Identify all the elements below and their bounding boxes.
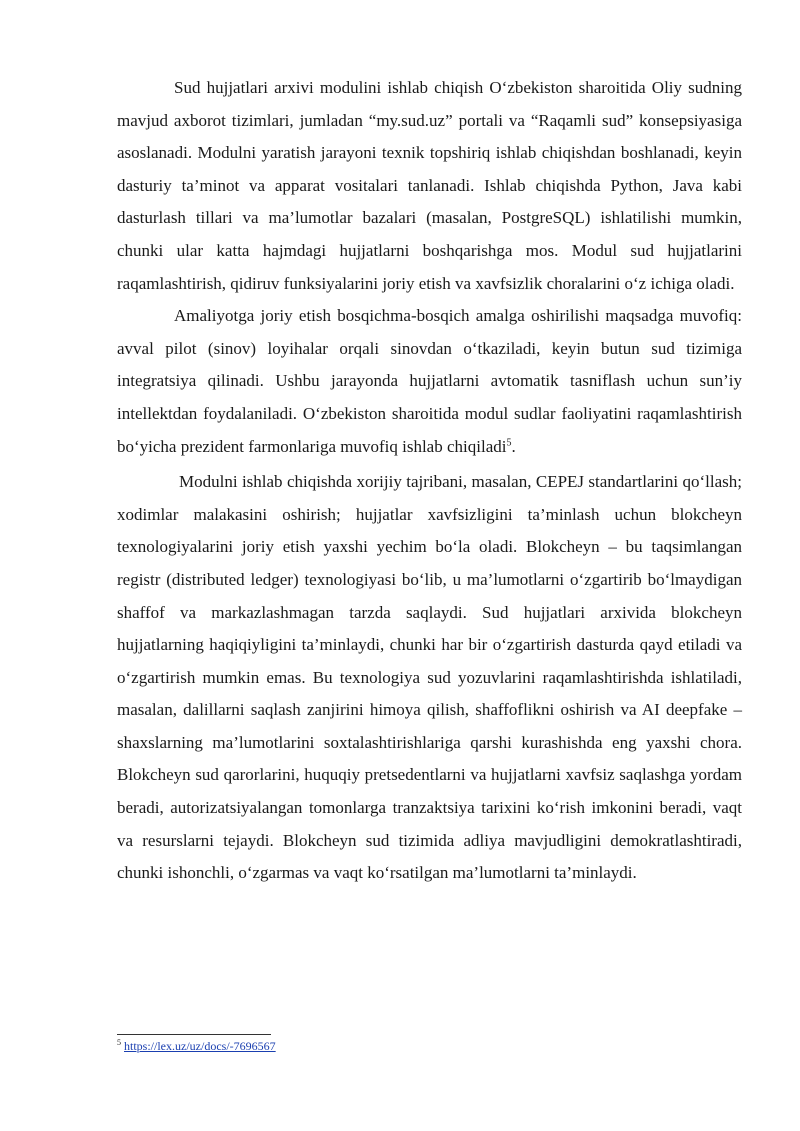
- footnote-number: 5: [117, 1038, 121, 1047]
- footnote-link[interactable]: https://lex.uz/uz/docs/-7696567: [124, 1039, 276, 1053]
- paragraph-1: Sud hujjatlari arxivi modulini ishlab chiqish O‘zbekiston sharoitida Oliy sudning mavjud axborot tizimlari, jumladan “my.sud.uz” portali va “Raqamli sud” konsepsiyasiga asoslanadi. Modulni yaratish jarayoni texnik topshiriq ishlab chiqishdan boshlanadi, keyin dasturiy ta’minot va apparat vositalari tanlanadi. Ishlab chiqishda Python, Java kabi dasturlash tillari va ma’lumotlar bazalari (masalan, PostgreSQL) ishlatilishi mumkin, chunki ular katta hajmdagi hujjatlarni boshqarishga mos. Modul sud hujjatlarini raqamlashtirish, qidiruv funksiyalarini joriy etish va xavfsizlik choralarini o‘z ichiga oladi.: [117, 78, 742, 293]
- paragraph-2-end: .: [511, 436, 516, 456]
- footnote: [117, 1038, 276, 1054]
- body-text: [117, 72, 742, 890]
- footnote-reference[interactable]: 5: [506, 436, 512, 448]
- paragraph-2: [117, 300, 742, 463]
- paragraph-2-text: Amaliyotga joriy etish bosqichma-bosqich amalga oshirilishi maqsadga muvofiq: avval pilot (sinov) loyihalar orqali sinovdan o‘tkaziladi, keyin butun sud tizimiga integratsiya qilinadi. Ushbu jarayonda hujjatlarni avtomatik tasniflash uchun sun’iy intellektdan foydalaniladi. O‘zbekiston sharoitida modul sudlar faoliyatini raqamlashtirish bo‘yicha prezident farmonlariga muvofiq ishlab chiqiladi: [117, 306, 742, 456]
- footnote-separator: [117, 1034, 271, 1035]
- paragraph-3: Modulni ishlab chiqishda xorijiy tajribani, masalan, CEPEJ standartlarini qo‘llash; xodimlar malakasini oshirish; hujjatlar xavfsizligini ta’minlash uchun blokcheyn texnologiyalarini joriy etish yaxshi yechim bo‘la oladi. Blokcheyn – bu taqsimlangan registr (distributed ledger) texnologiyasi bo‘lib, u ma’lumotlarni o‘zgartirib bo‘lmaydigan shaffof va markazlashmagan tarzda saqlaydi. Sud hujjatlari arxivida blokcheyn hujjatlarning haqiqiyligini ta’minlaydi, chunki har bir o‘zgartirish dasturda qayd etiladi va o‘zgartirish mumkin emas. Bu texnologiya sud yozuvlarini raqamlashtirishda ishlatiladi, masalan, dalillarni saqlash zanjirini himoya qilish, shaffoflikni oshirish va AI deepfake – shaxslarning ma’lumotlarini soxtalashtirishlariga qarshi kurashishda eng yaxshi chora. Blokcheyn sud qarorlarini, huquqiy pretsedentlarni va hujjatlarni xavfsiz saqlashga yordam beradi, autorizatsiyalangan tomonlarga tranzaktsiya tarixini ko‘rish imkonini beradi, vaqt va resurslarni tejaydi. Blokcheyn sud tizimida adliya mavjudligini demokratlashtiradi, chunki ishonchli, o‘zgarmas va vaqt ko‘rsatilgan ma’lumotlarni ta’minlaydi.: [117, 472, 742, 883]
